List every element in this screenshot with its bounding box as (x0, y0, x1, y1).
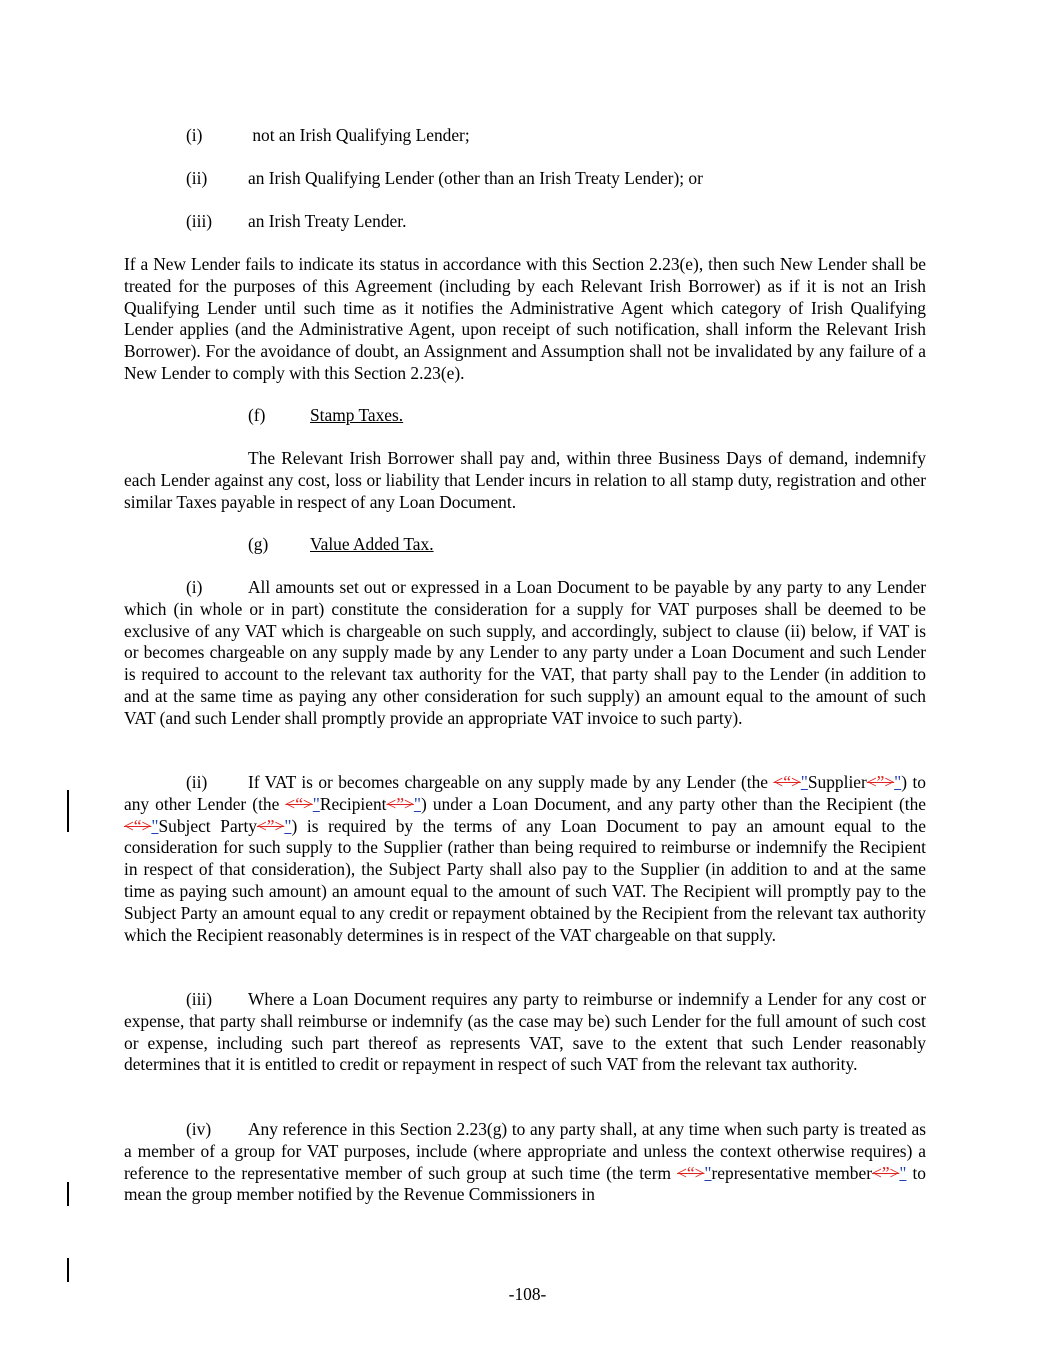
deleted-quote: <”> (256, 815, 285, 836)
deleted-quote: <“> (285, 793, 313, 814)
change-bar (67, 1182, 69, 1206)
inserted-quote: " (894, 772, 902, 792)
stamp-taxes-paragraph: The Relevant Irish Borrower shall pay and, within three Business Days of demand, indemnify each Lender against any cost, loss or liability that Lender incurs in relation to all stamp duty, registration and other similar Taxes payable in respect of any Loan Document. (124, 448, 926, 512)
new-lender-paragraph: If a New Lender fails to indicate its status in accordance with this Section 2.23(e), then such New Lender shall be treated for the purposes of this Agreement (including by each Relevant Irish Borrower) as if it is not an Irish Qualifying Lender until such time as it notifies the Administrative Agent which category of Irish Qualifying Lender applies (and the Administrative Agent, upon receipt of such notification, shall inform the Relevant Irish Borrower). For the avoidance of doubt, an Assignment and Assumption shall not be invalidated by any failure of a New Lender to comply with this Section 2.23(e). (124, 254, 926, 383)
section-heading-g: (g) Value Added Tax. (248, 534, 434, 554)
deleted-quote: <”> (872, 1162, 900, 1183)
inserted-quote: " (899, 1162, 907, 1183)
deleted-quote: <“> (677, 1162, 705, 1183)
inserted-quote: " (151, 815, 159, 836)
deleted-quote: <”> (866, 772, 895, 792)
inserted-quote: " (704, 1162, 712, 1183)
section-title: Stamp Taxes. (310, 405, 404, 425)
deleted-quote: <“> (773, 772, 801, 792)
inserted-quote: " (800, 772, 808, 792)
vat-clause-i: (i) All amounts set out or expressed in a Loan Document to be payable by any party to any Lender which (in whole or in part) constitute the consideration for a supply for VAT purposes shall be deemed to be exclusive of any VAT which is chargeable on such supply, and accordingly, subject to clause (ii) below, if VAT is or becomes chargeable on any supply made by any Lender to any party under a Loan Document and such Lender is required to account to the relevant tax authority for the VAT, that party shall pay to the Lender (in addition to and at the same time as paying any other consideration for such supply) an amount equal to the amount of such VAT (and such Lender shall promptly provide an appropriate VAT invoice to such party). (124, 577, 926, 728)
vat-clause-ii: (ii) If VAT is or becomes chargeable on any supply made by any Lender (the <“>"Supplier<”>") to any other Lender (the <“>"Recipient<”>") under a Loan Document, and any party other than the Recipient (the <“>"Subject Party<”>") is required by the terms of any Loan Document to pay an amount equal to the consideration for such supply to the Supplier (rather than being required to reimburse or indemnify the Recipient in respect of that consideration), the Subject Party shall also pay to the Supplier (in addition to and at the same time as paying such amount) an amount equal to the amount of such VAT. The Recipient will promptly pay to the Subject Party an amount equal to any credit or repayment obtained by the Recipient from the relevant tax authority which the Recipient reasonably determines is in respect of the VAT chargeable on that supply. (124, 772, 926, 945)
inserted-quote: " (312, 793, 320, 814)
vat-clause-iii: (iii) Where a Loan Document requires any party to reimburse or indemnify a Lender for any cost or expense, that party shall reimburse or indemnify (as the case may be) such Lender for the full amount of such cost or expense, including such part thereof as represents VAT, save to the extent that such Lender reasonably determines that it is entitled to credit or repayment in respect of such VAT from the relevant tax authority. (124, 989, 926, 1075)
deleted-quote: <”> (386, 793, 414, 814)
inserted-quote: " (284, 815, 292, 836)
inserted-quote: " (413, 793, 421, 814)
list-item: (iii) an Irish Treaty Lender. (186, 211, 407, 231)
section-title: Value Added Tax. (310, 534, 434, 554)
vat-clause-iv: (iv) Any reference in this Section 2.23(g) to any party shall, at any time when such party is treated as a member of a group for VAT purposes, include (where appropriate and unless the context otherwise requires) a reference to the representative member of such group at such time (the term <“>"representative member<”>" to mean the group member notified by the Revenue Commissioners in (124, 1119, 926, 1205)
page-number: -108- (508, 1284, 547, 1304)
list-item: (i) not an Irish Qualifying Lender; (186, 125, 470, 145)
change-bar (67, 1258, 69, 1282)
deleted-quote: <“> (124, 815, 152, 836)
section-heading-f: (f) Stamp Taxes. (248, 405, 404, 425)
list-item: (ii) an Irish Qualifying Lender (other than an Irish Treaty Lender); or (186, 168, 703, 188)
change-bar (67, 790, 69, 832)
